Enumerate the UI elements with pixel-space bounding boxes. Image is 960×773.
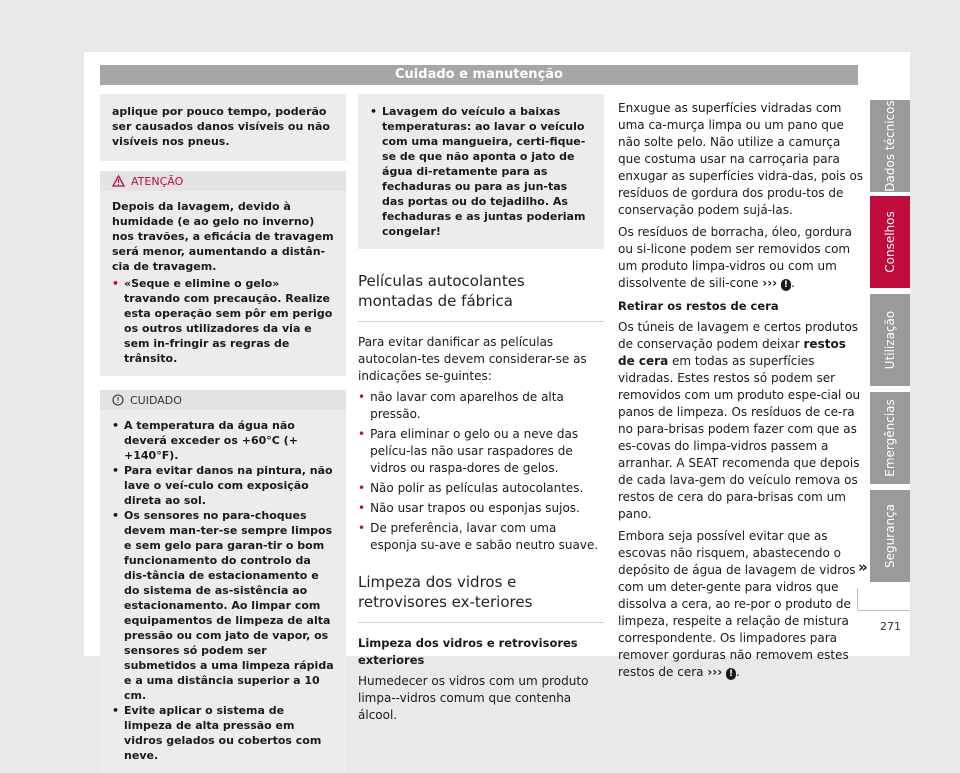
tab-dados-tecnicos[interactable] <box>870 100 910 192</box>
list-item: • Para eliminar o gelo ou a neve das pelícu-las não usar raspadores de vidros ou raspa-dores de gelos. <box>358 426 604 477</box>
subsection-heading: Limpeza dos vidros e retrovisores exteriores <box>358 636 578 667</box>
paragraph-with-ref: Embora seja possível evitar que as escovas não risquem, abastecendo o depósito de água de lavagem de vidros com um deter-gente para vidros que dissolva a cera, ao re-por o produto de limpeza, respeite a relação de mistura correspondente. Os limpadores para remover gorduras não removem estes restos de cera ››› ! . <box>618 529 856 679</box>
info-box-item: • Lavagem do veículo a baixas temperaturas: ao lavar o veículo com uma mangueira, certi-fique-se de que não aponta o jato de água di-retamente para as fechaduras ou para as jun-tas das portas ou do tejadilho. As fechaduras e as juntas poderiam congelar! <box>358 94 604 249</box>
list-item-text: De preferência, lavar com uma esponja su-ave e sabão neutro suave. <box>370 521 599 552</box>
bullet-icon: • <box>112 277 120 290</box>
section-title-windows: Limpeza dos vidros e retrovisores ex-teriores <box>358 572 604 623</box>
paragraph-text: em todas as superfícies vidradas. Estes restos só podem ser removidos com um produto espe-cial ou panos de limpeza. Os resíduos de ce-ra no para-brisas podem fazer com que as es-covas do limpa-vidros passem a arranhar. A SEAT recomenda que depois de cada lava-gem do veículo remova os restos de cera do para-brisas com um pano. <box>618 354 861 521</box>
list-item-text: Para eliminar o gelo ou a neve das pelícu-las não usar raspadores de vidros ou raspa-dores de gelos. <box>370 427 579 475</box>
tab-label: Conselhos <box>883 211 897 273</box>
info-box-continued: aplique por pouco tempo, poderão ser causados danos visíveis ou não visíveis nos pneus. <box>100 94 346 161</box>
paragraph-text: Embora seja possível evitar que as escovas não risquem, abastecendo o depósito de água de lavagem de vidros com um deter-gente para vidros que dissolva a cera, ao re-por o produto de limpeza, respeite a relação de mistura correspondente. Os limpadores para remover gorduras não removem estes restos de cera <box>618 529 856 679</box>
caution-item: • Os sensores no para-choques devem man-ter-se sempre limpos e sem gelo para garan-tir o bom funcionamento do controlo da dis-tância de estacionamento e do sistema de as-sistência ao estacionamento. Ao limpar com equipamentos de limpeza de alta pressão ou com jato de vapor, os sensores só podem ser submetidos a uma limpeza rápida e a uma distância superior a 10 cm. <box>112 509 334 702</box>
list-item-text: Não usar trapos ou esponjas sujos. <box>370 501 580 515</box>
caution-item-text: Os sensores no para-choques devem man-ter-se sempre limpos e sem gelo para garan-tir o bom funcionamento do controlo da dis-tância de estacionamento e do sistema de as-sistência ao estacionamento. Ao limpar com equipamentos de limpeza de alta pressão ou com jato de vapor, os sensores só podem ser submetidos a uma limpeza rápida e a uma distância superior a 10 cm. <box>124 509 334 702</box>
tab-emergencias[interactable] <box>870 392 910 484</box>
tab-conselhos[interactable] <box>870 196 910 288</box>
caution-item: • Para evitar danos na pintura, não lave o veí-culo com exposição direta ao sol. <box>112 464 333 507</box>
caution-label: CUIDADO <box>130 393 182 407</box>
tab-seguranca[interactable] <box>870 490 910 582</box>
subsection-heading: Retirar os restos de cera <box>618 299 779 313</box>
page-number: 271 <box>880 620 901 633</box>
paragraph: Enxugue as superfícies vidradas com uma ca-murça limpa ou um pano que não solte pelo. Não utilize a camurça que costuma usar na carroçaria para enxugar as superfícies vidra-das, pois os resíduos de gordura dos produ-tos de conservação podem sujá-las. <box>618 101 864 217</box>
caution-item-text: A temperatura da água não deverá exceder os +60°C (+ +140°F). <box>124 419 298 462</box>
paragraph-with-ref: Os resíduos de borracha, óleo, gordura ou si-licone podem ser removidos com um produto limpa-vidros ou com um dissolvente de sili-cone ››› ! . <box>618 225 852 290</box>
paragraph-text: Os resíduos de borracha, óleo, gordura ou si-licone podem ser removidos com um produto limpa-vidros ou com um dissolvente de sili-cone <box>618 225 852 290</box>
warning-bullet-item <box>112 276 334 366</box>
tab-label: Emergências <box>883 399 897 477</box>
warning-bullet-text: «Seque e elimine o gelo» travando com precaução. Realize esta operação sem pôr em perigo os outros utilizadores da via e sem in-fringir as regras de trânsito. <box>124 277 333 365</box>
caution-circle-icon <box>112 394 124 406</box>
caution-item-text: Evite aplicar o sistema de limpeza de alta pressão em vidros gelados ou cobertos com neve. <box>124 704 322 762</box>
caution-item-text: Para evitar danos na pintura, não lave o veí-culo com exposição direta ao sol. <box>124 464 333 507</box>
section-title-films: Películas autocolantes montadas de fábrica <box>358 271 604 322</box>
paragraph-with-bold <box>618 319 864 523</box>
tab-utilizacao[interactable] <box>870 294 910 386</box>
films-list <box>358 389 604 554</box>
warning-ref-icon[interactable]: ! <box>726 668 736 680</box>
paragraph-text: Os túneis de lavagem e certos produtos de conservação podem deixar <box>618 320 859 351</box>
column-middle <box>358 94 604 724</box>
continue-marker: » <box>858 558 868 576</box>
ref-arrow[interactable]: ››› <box>762 276 778 290</box>
caution-header <box>100 390 346 410</box>
list-item: • De preferência, lavar com uma esponja su-ave e sabão neutro suave. <box>358 520 604 554</box>
warning-box <box>100 171 346 376</box>
warning-triangle-icon <box>112 175 125 187</box>
info-box-text: Lavagem do veículo a baixas temperaturas: ao lavar o veículo com uma mangueira, certi-fique-se de que não aponta o jato de água di-retamente para as fechaduras ou para as jun-tas das portas ou do tejadilho. As fechaduras e as juntas poderiam congelar! <box>382 105 586 238</box>
list-item: • Não polir as películas autocolantes. <box>358 481 584 495</box>
column-left <box>100 94 346 773</box>
caution-box <box>100 390 346 773</box>
emphasis-text: restos de cera <box>618 337 846 368</box>
tab-label: Dados técnicos <box>883 100 897 192</box>
warning-ref-icon[interactable]: ! <box>781 279 791 291</box>
paragraph: Humedecer os vidros com um produto limpa--vidros comum que contenha álcool. <box>358 674 589 722</box>
warning-text: Depois da lavagem, devido à humidade (e ao gelo no inverno) nos travões, a eficácia de travagem será menor, aumentando a distân-cia de travagem. <box>112 200 334 273</box>
tab-label: Segurança <box>883 503 897 569</box>
page-header: Cuidado e manutenção <box>100 65 858 85</box>
list-item: • não lavar com aparelhos de alta pressão. <box>358 389 604 423</box>
column-right <box>618 100 864 681</box>
caution-item: • A temperatura da água não deverá exceder os +60°C (+ +140°F). <box>112 418 334 463</box>
list-item-text: Não polir as películas autocolantes. <box>370 481 584 495</box>
ref-arrow[interactable]: ››› <box>707 665 723 679</box>
tab-label: Utilização <box>883 310 897 370</box>
page-number-rule <box>858 610 910 611</box>
warning-header <box>100 171 346 191</box>
warning-label: ATENÇÃO <box>131 174 184 188</box>
section-intro: Para evitar danificar as películas autocolan-tes devem considerar-se as indicações se-guintes: <box>358 335 587 383</box>
caution-item: • Evite aplicar o sistema de limpeza de alta pressão em vidros gelados ou cobertos com neve. <box>112 703 334 763</box>
list-item: • Não usar trapos ou esponjas sujos. <box>358 501 580 515</box>
page-number-divider <box>857 588 858 610</box>
list-item-text: não lavar com aparelhos de alta pressão. <box>370 390 564 421</box>
